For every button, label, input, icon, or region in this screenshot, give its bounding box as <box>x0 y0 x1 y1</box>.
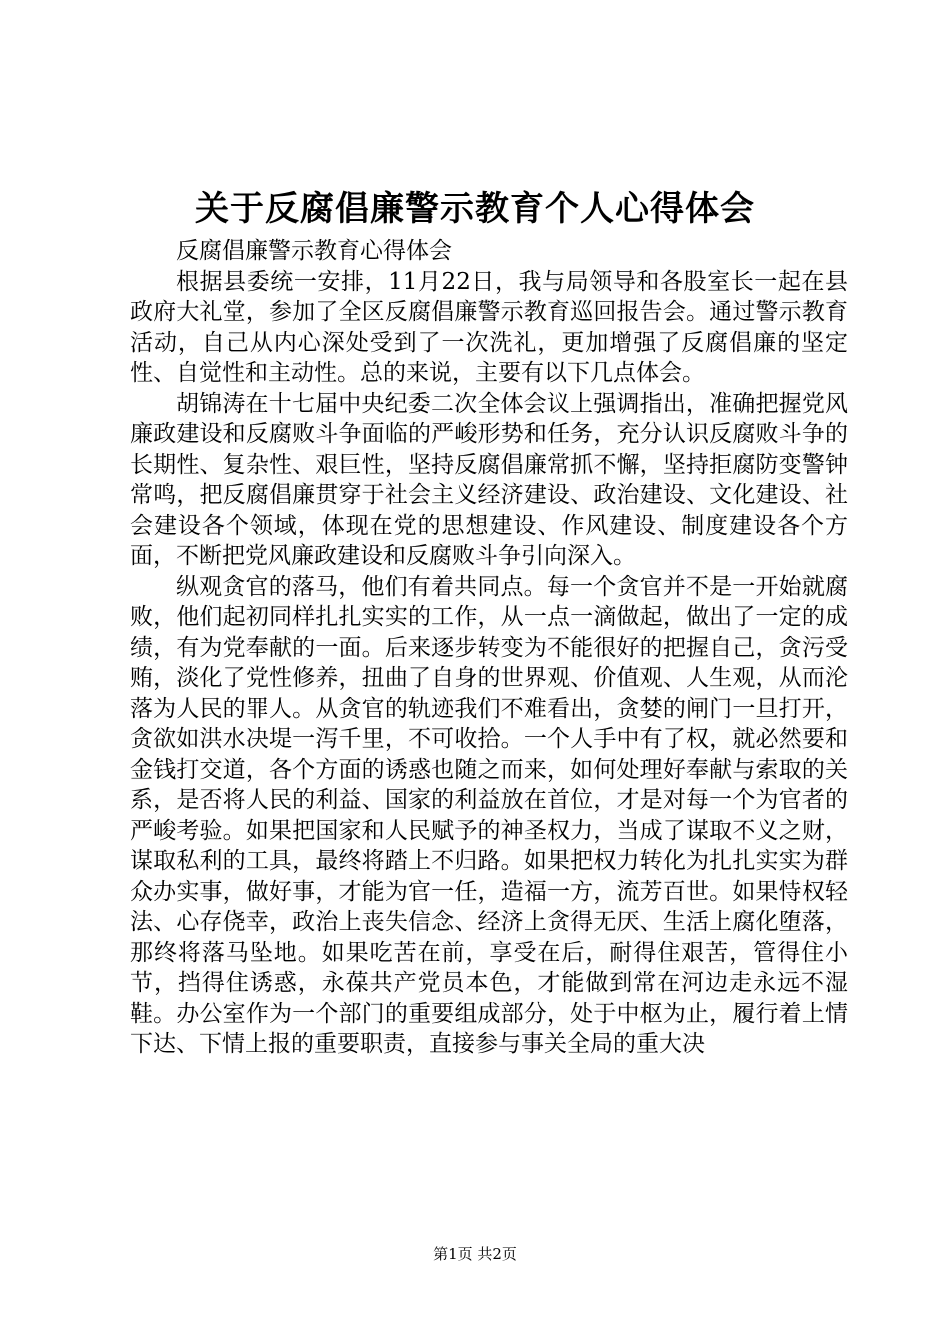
paragraph: 胡锦涛在十七届中央纪委二次全体会议上强调指出，准确把握党风廉政建设和反腐败斗争面临的严峻形势和任务，充分认识反腐败斗争的长期性、复杂性、艰巨性，坚持反腐倡廉常抓不懈，坚持拒腐防变警钟常鸣，把反腐倡廉贯穿于社会主义经济建设、政治建设、文化建设、社会建设各个领域，体现在党的思想建设、作风建设、制度建设各个方面，不断把党风廉政建设和反腐败斗争引向深入。 <box>130 390 848 569</box>
paragraph: 根据县委统一安排，11月22日，我与局领导和各股室长一起在县政府大礼堂，参加了全区反腐倡廉警示教育巡回报告会。通过警示教育活动，自己从内心深处受到了一次洗礼，更加增强了反腐倡廉的坚定性、自觉性和主动性。总的来说，主要有以下几点体会。 <box>130 268 848 386</box>
document-body <box>130 236 848 1060</box>
paragraph: 纵观贪官的落马，他们有着共同点。每一个贪官并不是一开始就腐败，他们起初同样扎扎实实的工作，从一点一滴做起，做出了一定的成绩，有为党奉献的一面。后来逐步转变为不能很好的把握自己，贪污受贿，淡化了党性修养，扭曲了自身的世界观、价值观、人生观，从而沦落为人民的罪人。从贪官的轨迹我们不难看出，贪婪的闸门一旦打开，贪欲如洪水决堤一泻千里，不可收拾。一个人手中有了权，就必然要和金钱打交道，各个方面的诱惑也随之而来，如何处理好奉献与索取的关系，是否将人民的利益、国家的利益放在首位，才是对每一个为官者的严峻考验。如果把国家和人民赋予的神圣权力，当成了谋取不义之财，谋取私利的工具，最终将踏上不归路。如果把权力转化为扎扎实实为群众办实事，做好事，才能为官一任，造福一方，流芳百世。如果恃权轻法、心存侥幸，政治上丧失信念、经济上贪得无厌、生活上腐化堕落，那终将落马坠地。如果吃苦在前，享受在后，耐得住艰苦，管得住小节，挡得住诱惑，永葆共产党员本色，才能做到常在河边走永远不湿鞋。办公室作为一个部门的重要组成部分，处于中枢为止，履行着上情下达、下情上报的重要职责，直接参与事关全局的重大决 <box>130 573 848 1057</box>
page-footer <box>0 1244 950 1264</box>
document-title: 关于反腐倡廉警示教育个人心得体会 <box>195 189 755 229</box>
page-indicator: 第1页 共2页 <box>433 1245 517 1263</box>
paragraph-subtitle: 反腐倡廉警示教育心得体会 <box>176 238 452 264</box>
